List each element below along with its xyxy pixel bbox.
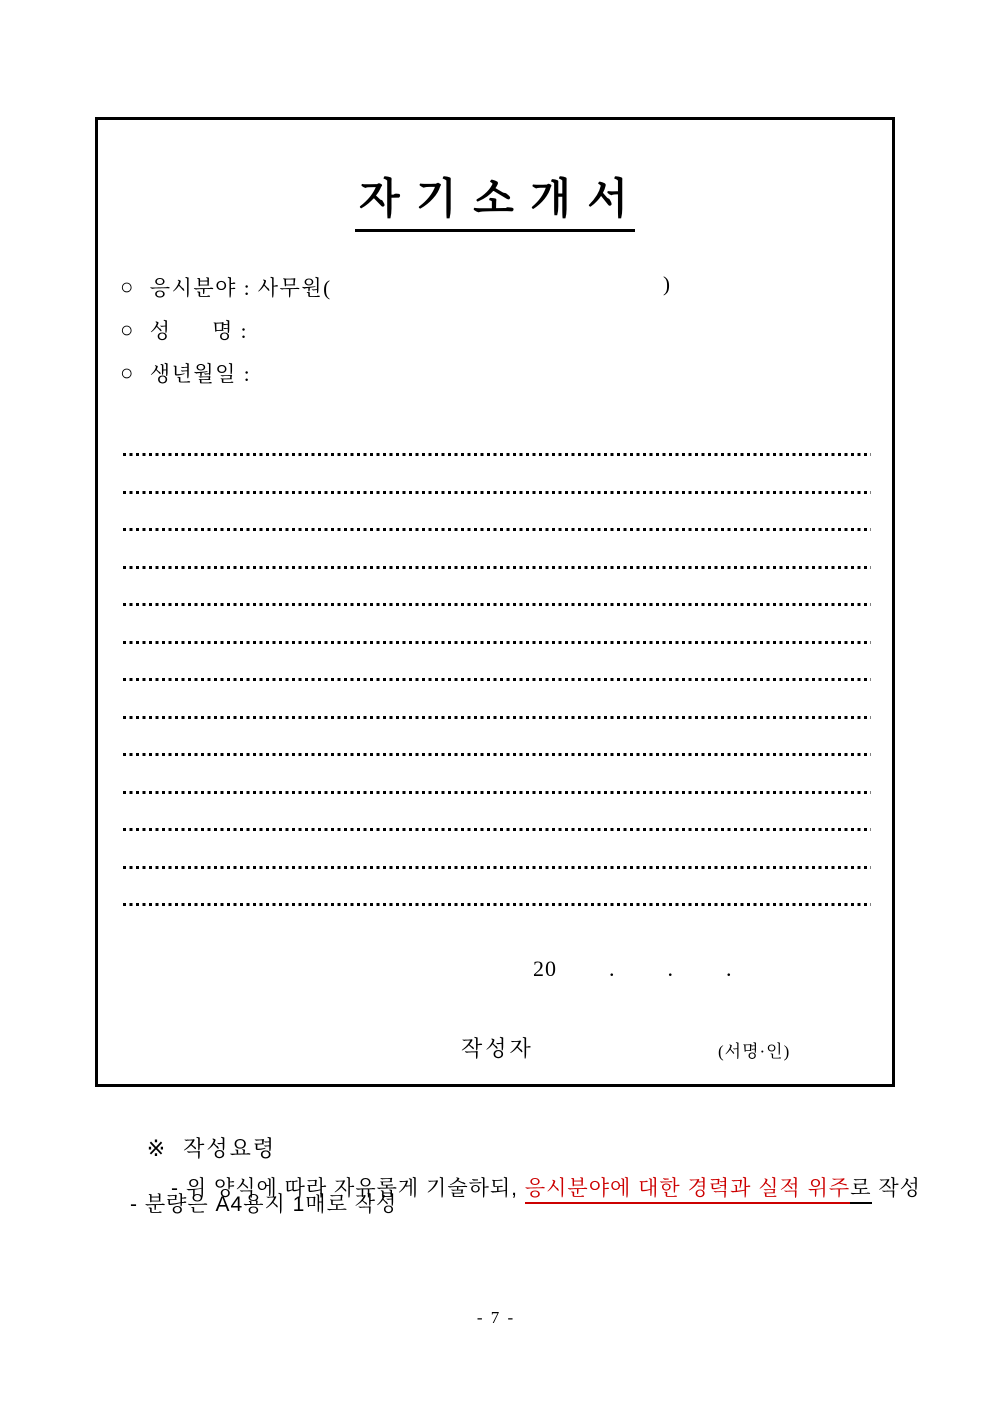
application-area-paren-close: ): [663, 272, 670, 296]
guide-item-2: - 분량은 A4용지 1매로 작성: [130, 1193, 398, 1216]
guide-item-1-prefix: - 위 양식에 따라 자유롭게 기술하되,: [171, 1177, 525, 1200]
reference-mark-icon: ※: [146, 1136, 168, 1161]
writing-line: [123, 528, 871, 531]
writing-line: [123, 903, 871, 906]
self-introduction-form-box: [95, 117, 895, 1087]
guide-item-1-underlined-tail: 로: [850, 1177, 871, 1204]
signature-seal-label: (서명·인): [718, 1042, 791, 1061]
title-wrap: [98, 166, 892, 232]
writing-line: [123, 453, 871, 456]
guide-item-1-suffix: 작성: [871, 1177, 921, 1200]
writing-line: [123, 753, 871, 756]
writing-line: [123, 678, 871, 681]
name-label: 성 명 :: [149, 319, 248, 343]
field-row-application-area: [120, 272, 332, 302]
guide-item-1-highlight: 응시분야에 대한 경력과 실적 위주: [525, 1177, 850, 1204]
guide-heading-label: 작성요령: [183, 1136, 277, 1161]
writing-line: [123, 866, 871, 869]
form-title: 자 기 소 개 서: [355, 166, 635, 232]
date-line: 20 . . .: [533, 956, 733, 981]
circle-bullet-icon: ○: [120, 317, 135, 342]
application-area-label: 응시분야 : 사무원(: [149, 276, 332, 300]
circle-bullet-icon: ○: [120, 274, 135, 299]
writer-label: 작성자: [461, 1036, 534, 1061]
writing-line: [123, 603, 871, 606]
writing-line: [123, 828, 871, 831]
writing-line: [123, 491, 871, 494]
field-row-name: [120, 315, 248, 345]
writing-line: [123, 716, 871, 719]
field-row-birthdate: [120, 358, 251, 388]
circle-bullet-icon: ○: [120, 360, 135, 385]
writing-lines: [123, 453, 871, 941]
writing-line: [123, 641, 871, 644]
writing-line: [123, 791, 871, 794]
writing-line: [123, 566, 871, 569]
birthdate-label: 생년월일 :: [149, 362, 252, 386]
page-number: - 7 -: [476, 1308, 516, 1327]
